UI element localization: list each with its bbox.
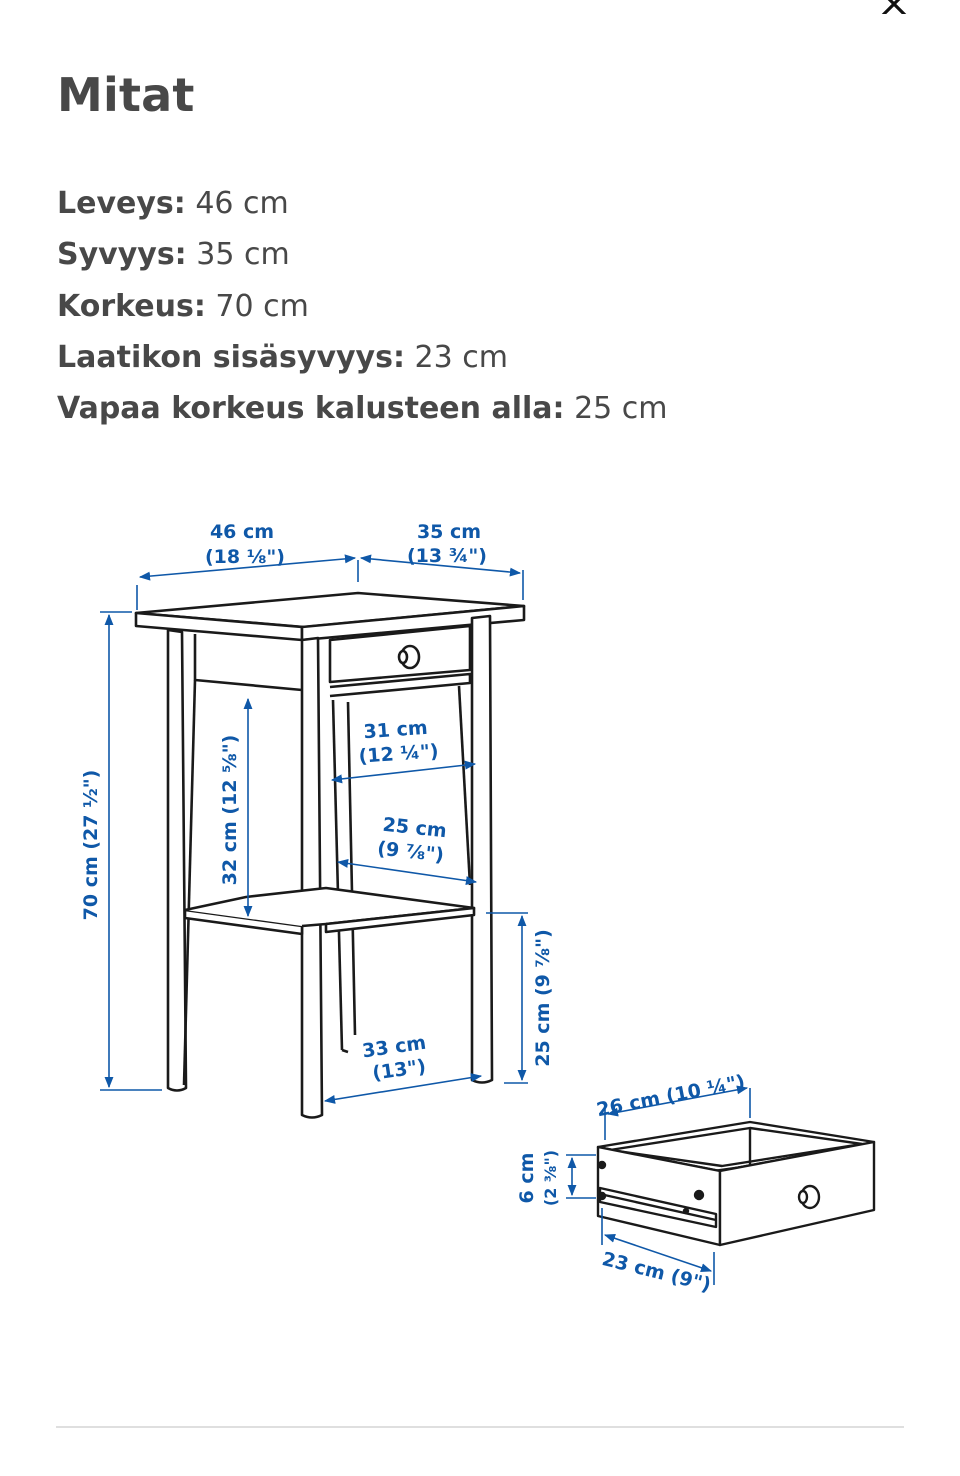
shelf-depth-cm-label: 25 cm bbox=[381, 813, 448, 843]
dimension-value: 25 cm bbox=[574, 391, 668, 427]
dimension-label: Leveys: bbox=[57, 186, 186, 221]
dimension-label: Vapaa korkeus kalusteen alla: bbox=[57, 391, 565, 427]
dimension-label: Laatikon sisäsyvyys: bbox=[57, 339, 405, 375]
shelf-clearance-label: 32 cm (12 ⅝") bbox=[219, 734, 241, 886]
drawer-height-cm-label: 6 cm bbox=[516, 1152, 538, 1204]
depth-in-label: (13 ¾") bbox=[407, 545, 487, 567]
width-in-label: (18 ⅛") bbox=[205, 546, 285, 568]
upper-shelf-depth-in-label: (12 ¼") bbox=[357, 740, 440, 768]
depth-cm-label: 35 cm bbox=[416, 521, 482, 543]
leg-spread-in-label: (13") bbox=[371, 1055, 428, 1085]
nightstand-drawing bbox=[136, 593, 524, 1118]
drawer-depth-label: 23 cm (9") bbox=[599, 1248, 714, 1297]
close-button[interactable] bbox=[872, 0, 916, 14]
dimension-drawer-inner-depth bbox=[57, 332, 668, 383]
shelf-depth-in-label: (9 ⅞") bbox=[376, 837, 445, 867]
drawer-width-label: 26 cm (10 ¼") bbox=[594, 1070, 747, 1122]
upper-shelf-depth-cm-label: 31 cm bbox=[362, 716, 429, 744]
height-label: 70 cm (27 ½") bbox=[80, 769, 102, 921]
dimension-height bbox=[57, 281, 668, 332]
dimension-value: 46 cm bbox=[195, 186, 289, 221]
drawer-height-in-label: (2 ⅜") bbox=[541, 1149, 560, 1207]
floor-clearance-label: 25 cm (9 ⅞") bbox=[532, 929, 554, 1067]
page-title: Mitat bbox=[57, 68, 195, 122]
leg-spread-cm-label: 33 cm bbox=[360, 1031, 428, 1063]
width-cm-label: 46 cm bbox=[209, 521, 275, 543]
section-divider bbox=[56, 1426, 904, 1428]
drawer-drawing bbox=[598, 1122, 874, 1245]
dimension-floor-clearance bbox=[57, 383, 668, 434]
dimension-diagram bbox=[0, 490, 960, 1330]
dimension-label: Korkeus: bbox=[57, 288, 206, 324]
close-icon bbox=[872, 0, 916, 14]
dimension-value: 35 cm bbox=[196, 237, 290, 273]
dimension-width bbox=[57, 178, 668, 229]
dimension-value: 23 cm bbox=[414, 339, 508, 375]
dimension-depth bbox=[57, 229, 668, 280]
dimension-label: Syvyys: bbox=[57, 237, 187, 273]
dimension-value: 70 cm bbox=[215, 288, 309, 324]
dimensions-list bbox=[57, 178, 668, 434]
